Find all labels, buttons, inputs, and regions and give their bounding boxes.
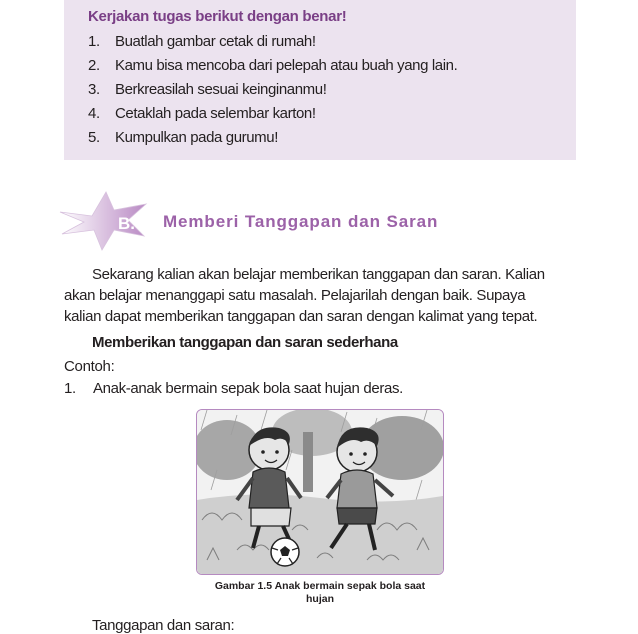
task-item [88,105,457,129]
task-item-number: 4. [88,105,100,122]
example-item [64,380,403,397]
section-burst-icon [58,190,150,252]
intro-line: akan belajar menanggapi satu masalah. Pelajarilah dengan baik. Supaya [64,287,526,304]
intro-paragraph [64,264,576,327]
task-item [88,129,457,153]
task-item-number: 3. [88,81,100,98]
task-item-number: 2. [88,57,100,74]
children-playing-football-illustration [197,410,443,574]
example-label: Contoh: [64,358,115,375]
task-item [88,33,457,57]
section-letter: B. [118,214,135,233]
intro-line: Sekarang kalian akan belajar memberikan tanggapan dan saran. Kalian [92,266,545,283]
figure-caption-line: hujan [306,593,334,605]
task-item-text: Kamu bisa mencoba dari pelepah atau buah yang lain. [115,57,458,74]
intro-line: kalian dapat memberikan tanggapan dan saran dengan kalimat yang tepat. [64,308,538,325]
subheading: Memberikan tanggapan dan saran sederhana [92,334,398,351]
task-item [88,57,457,81]
continuation-text: Tanggapan dan saran: [92,617,235,634]
illustration-figure [196,409,444,575]
figure-caption-line: Gambar 1.5 Anak bermain sepak bola saat [214,580,426,592]
task-item-number: 5. [88,129,100,146]
figure-caption [196,580,444,606]
section-title: Memberi Tanggapan dan Saran [163,212,439,231]
task-item-text: Kumpulkan pada gurumu! [115,129,278,146]
task-item [88,81,457,105]
example-number: 1. [64,380,76,397]
task-item-number: 1. [88,33,100,50]
example-text: Anak-anak bermain sepak bola saat hujan deras. [93,380,403,397]
task-item-text: Cetaklah pada selembar karton! [115,105,316,122]
task-title: Kerjakan tugas berikut dengan benar! [88,8,347,25]
task-item-text: Buatlah gambar cetak di rumah! [115,33,316,50]
task-item-text: Berkreasilah sesuai keinginanmu! [115,81,327,98]
task-list [88,33,457,153]
